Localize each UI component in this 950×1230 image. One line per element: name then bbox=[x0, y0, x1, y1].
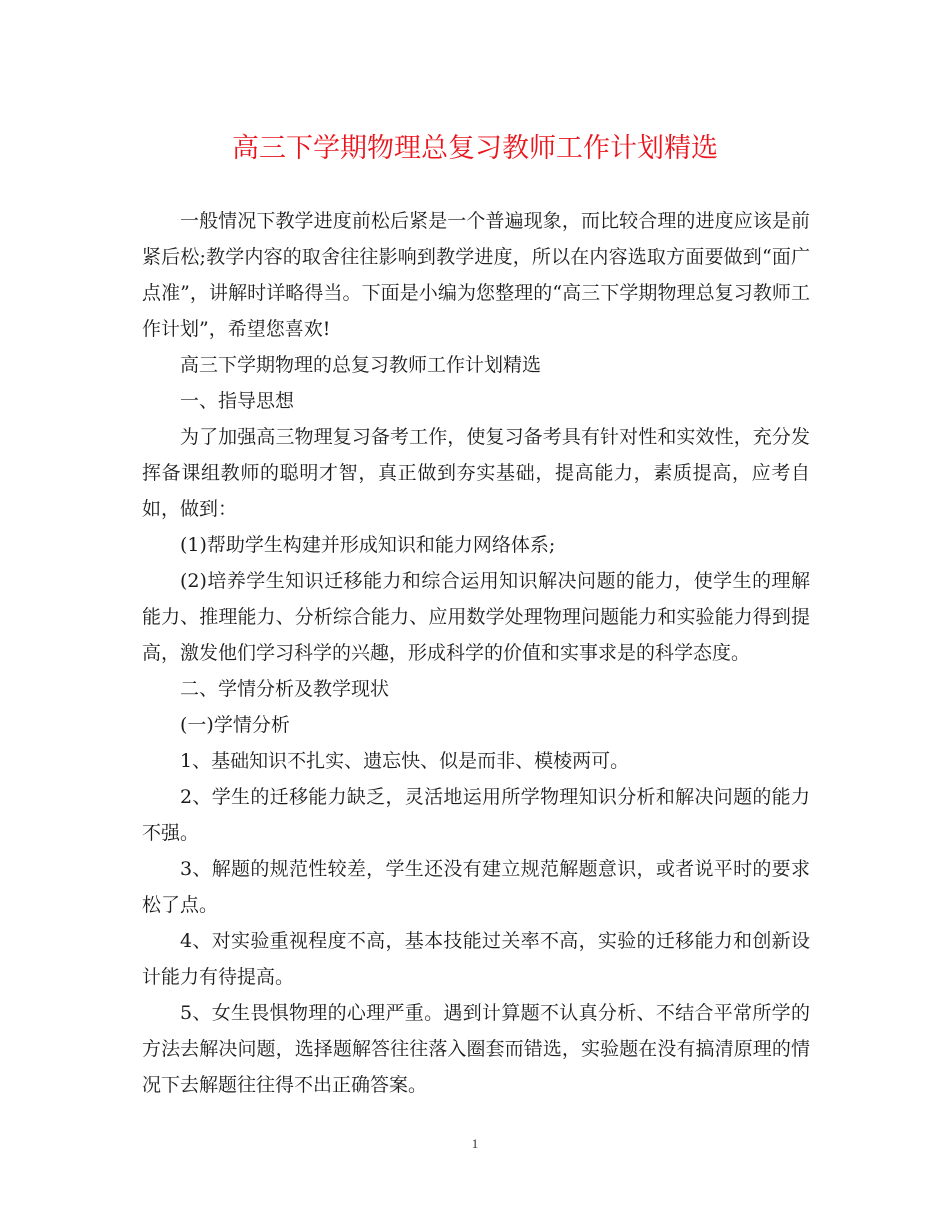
document-body bbox=[142, 203, 810, 1103]
paragraph-guiding-thought: 为了加强高三物理复习备考工作，使复习备考具有针对性和实效性，充分发挥备课组教师的聪明才智，真正做到夯实基础，提高能力，素质提高，应考自如，做到： bbox=[142, 426, 810, 520]
list-item: 2、学生的迁移能力缺乏，灵活地运用所学物理知识分析和解决问题的能力不强。 bbox=[142, 786, 810, 844]
subheading-student-analysis: (一)学情分析 bbox=[180, 714, 290, 736]
list-item: 3、解题的规范性较差，学生还没有建立规范解题意识，或者说平时的要求松了点。 bbox=[142, 858, 810, 916]
heading-guiding-thought: 一、指导思想 bbox=[180, 390, 295, 412]
list-item: 1、基础知识不扎实、遗忘快、似是而非、模棱两可。 bbox=[180, 750, 630, 772]
heading-situation-analysis: 二、学情分析及教学现状 bbox=[180, 678, 390, 700]
paragraph-goal-2: (2)培养学生知识迁移能力和综合运用知识解决问题的能力，使学生的理解能力、推理能力、分析综合能力、应用数学处理物理问题能力和实验能力得到提高，激发他们学习科学的兴趣，形成科学的价值和实事求是的科学态度。 bbox=[142, 570, 810, 664]
paragraph-subtitle: 高三下学期物理的总复习教师工作计划精选 bbox=[180, 354, 542, 376]
document-title: 高三下学期物理总复习教师工作计划精选 bbox=[232, 133, 718, 164]
paragraph-intro: 一般情况下教学进度前松后紧是一个普遍现象，而比较合理的进度应该是前紧后松;教学内容的取舍往往影响到教学进度，所以在内容选取方面要做到“面广点准”，讲解时详略得当。下面是小编为您整理的“高三下学期物理总复习教师工作计划”，希望您喜欢! bbox=[142, 210, 810, 340]
paragraph-goal-1: (1)帮助学生构建并形成知识和能力网络体系; bbox=[180, 534, 556, 556]
page-number: 1 bbox=[471, 1136, 479, 1151]
list-item: 4、对实验重视程度不高，基本技能过关率不高，实验的迁移能力和创新设计能力有待提高。 bbox=[142, 930, 810, 988]
list-item: 5、女生畏惧物理的心理严重。遇到计算题不认真分析、不结合平常所学的方法去解决问题，选择题解答往往落入圈套而错选，实验题在没有搞清原理的情况下去解题往往得不出正确答案。 bbox=[142, 1002, 810, 1096]
